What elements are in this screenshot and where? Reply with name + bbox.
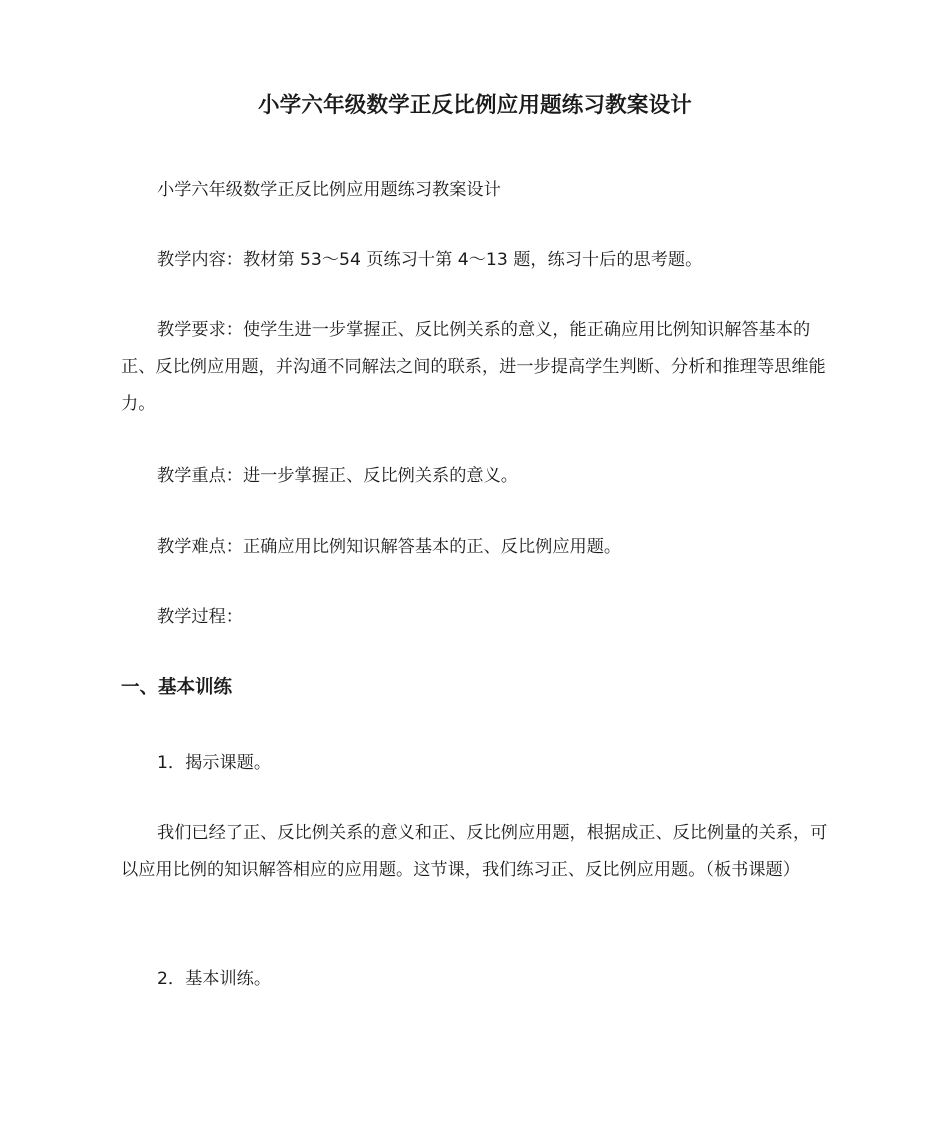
teaching-requirements-paragraph: 教学要求：使学生进一步掌握正、反比例关系的意义，能正确应用比例知识解答基本的正、反比例应用题，并沟通不同解法之间的联系，进一步提高学生判断、分析和推理等思维能力。 — [121, 320, 826, 414]
document-title: 小学六年级数学正反比例应用题练习教案设计 — [257, 93, 692, 118]
subtitle-paragraph: 小学六年级数学正反比例应用题练习教案设计 — [157, 180, 501, 200]
section-heading-basic-training: 一、基本训练 — [121, 677, 233, 698]
difficulties-paragraph: 教学难点：正确应用比例知识解答基本的正、反比例应用题。 — [157, 537, 622, 557]
item-1-description-paragraph: 我们已经了正、反比例关系的意义和正、反比例应用题，根据成正、反比例量的关系，可以应用比例的知识解答相应的应用题。这节课，我们练习正、反比例应用题。（板书课题） — [121, 823, 828, 880]
item-1-reveal-topic: 1．揭示课题。 — [157, 753, 272, 773]
teaching-content-paragraph: 教学内容：教材第 53～54 页练习十第 4～13 题，练习十后的思考题。 — [157, 250, 703, 270]
teaching-process-label: 教学过程： — [157, 607, 243, 627]
item-2-basic-training: 2．基本训练。 — [157, 969, 272, 989]
key-points-paragraph: 教学重点：进一步掌握正、反比例关系的意义。 — [157, 466, 518, 486]
